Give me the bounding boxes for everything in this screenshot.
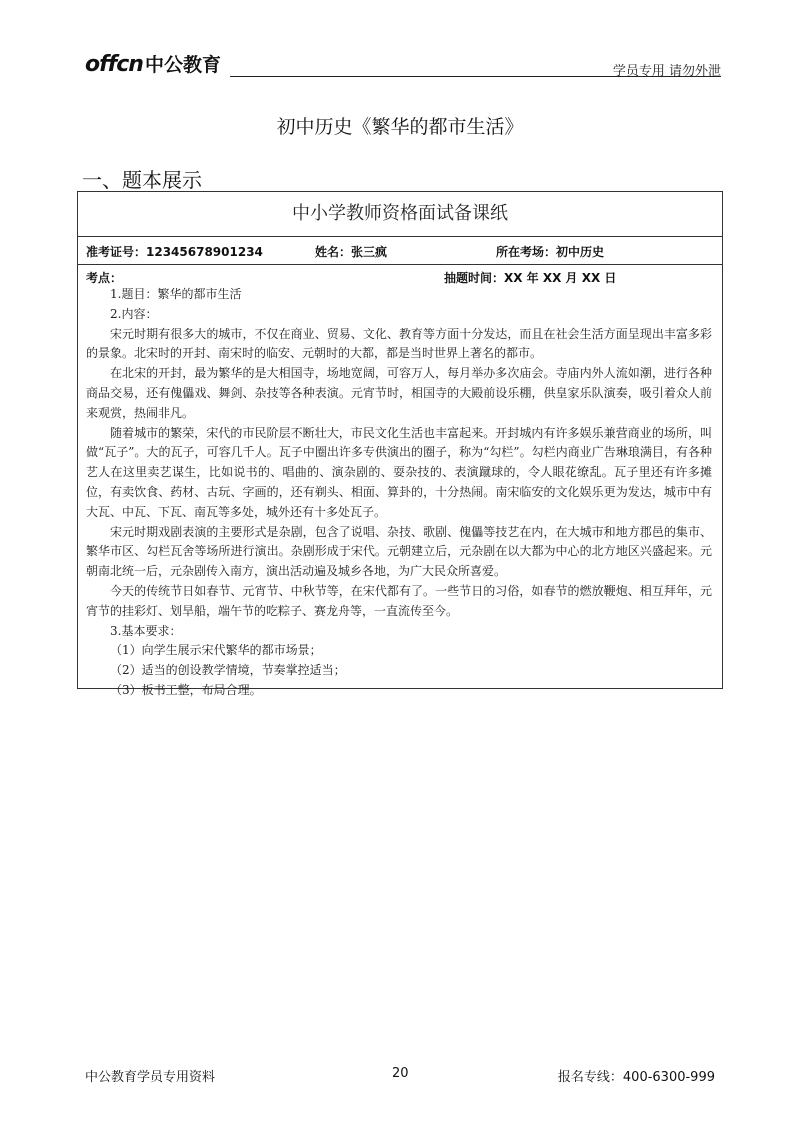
logo-chinese-text: 中公教育 [144,54,221,76]
footer-left-text: 中公教育学员专用资料 [85,1070,216,1085]
logo-latin-text: offcn [85,52,143,77]
content-paragraph: 宋元时期戏剧表演的主要形式是杂剧，包含了说唱、杂技、歌剧、傀儡等技艺在内，在大城市和地方郡邑的集市、繁华市区、勾栏瓦舍等场所进行演出。杂剧形成于宋代。元朝建立后，元杂剧在以大都为中心的北方地区兴盛起来。元朝南北统一后，元杂剧传入南方，演出活动遍及城乡各地，为广大民众所喜爱。 [86,524,712,579]
content-paragraph: 今天的传统节日如春节、元宵节、中秋节等，在宋代都有了。一些节日的习俗，如春节的燃放鞭炮、相互拜年，元宵节的挂彩灯、划旱船，端午节的吃粽子、赛龙舟等，一直流传至今。 [86,583,712,618]
draw-time: 抽题时间：XX 年 XX 月 XX 日 [444,271,617,285]
section-heading: 一、题本展示 [82,168,202,192]
page-number: 20 [392,1066,409,1081]
content-paragraph: 在北宋的开封，最为繁华的是大相国寺，场地宽阔，可容万人，每月举办多次庙会。寺庙内外人流如潮，进行各种商品交易，还有傀儡戏、舞剑、杂技等各种表演。元宵节时，相国寺的大殿前设乐棚，供皇家乐队演奏，吸引着众人前来观赏，热闹非凡。 [86,366,712,420]
requirements-label: 3.基本要求： [110,623,182,638]
candidate-info-row [78,237,722,265]
sheet-content [78,285,722,701]
topic-line: 1.题目：繁华的都市生活 [110,287,242,301]
candidate-name: 姓名：张三疯 [315,245,388,259]
exam-meta-row [78,265,722,285]
page-footer [0,1066,800,1086]
requirement-item: （3）板书工整，布局合理。 [110,682,262,697]
document-title: 初中历史《繁华的都市生活》 [276,116,524,138]
requirement-item: （2）适当的创设教学情境，节奏掌控适当； [110,663,346,678]
header-tagline: 学员专用 请勿外泄 [612,64,721,79]
footer-hotline: 报名专线：400-6300-999 [557,1070,715,1085]
content-paragraph: 随着城市的繁荣，宋代的市民阶层不断壮大，市民文化生活也丰富起来。开封城内有许多娱乐兼营商业的场所，叫做“瓦子”。大的瓦子，可容几千人。瓦子中圈出许多专供演出的圈子，称为“勾栏”。勾栏内商业广告琳琅满目，有各种艺人在这里卖艺谋生，比如说书的、唱曲的、演杂剧的、耍杂技的、表演蹴球的，令人眼花缭乱。瓦子里还有许多摊位，有卖饮食、药材、古玩、字画的，还有剃头、相面、算卦的，十分热闹。南宋临安的文化娱乐更为发达，城市中有大瓦、中瓦、下瓦、南瓦等多处，城外还有十多处瓦子。 [86,425,712,519]
content-label: 2.内容： [110,306,158,321]
offcn-logo [85,48,221,78]
content-paragraph: 宋元时期有很多大的城市，不仅在商业、贸易、文化、教育等方面十分发达，而且在社会生活方面呈现出丰富多彩的景象。北宋时的开封、南宋时的临安、元朝时的大都，都是当时世界上著名的都市。 [86,326,712,361]
exam-point-label: 考点： [86,271,123,285]
lesson-prep-sheet [77,191,723,697]
page-header [85,46,721,82]
sheet-title: 中小学教师资格面试备课纸 [78,192,722,237]
requirement-item: （1）向学生展示宋代繁华的都市场景； [110,643,322,658]
exam-id: 准考证号：12345678901234 [86,245,263,259]
exam-room: 所在考场：初中历史 [496,245,605,259]
